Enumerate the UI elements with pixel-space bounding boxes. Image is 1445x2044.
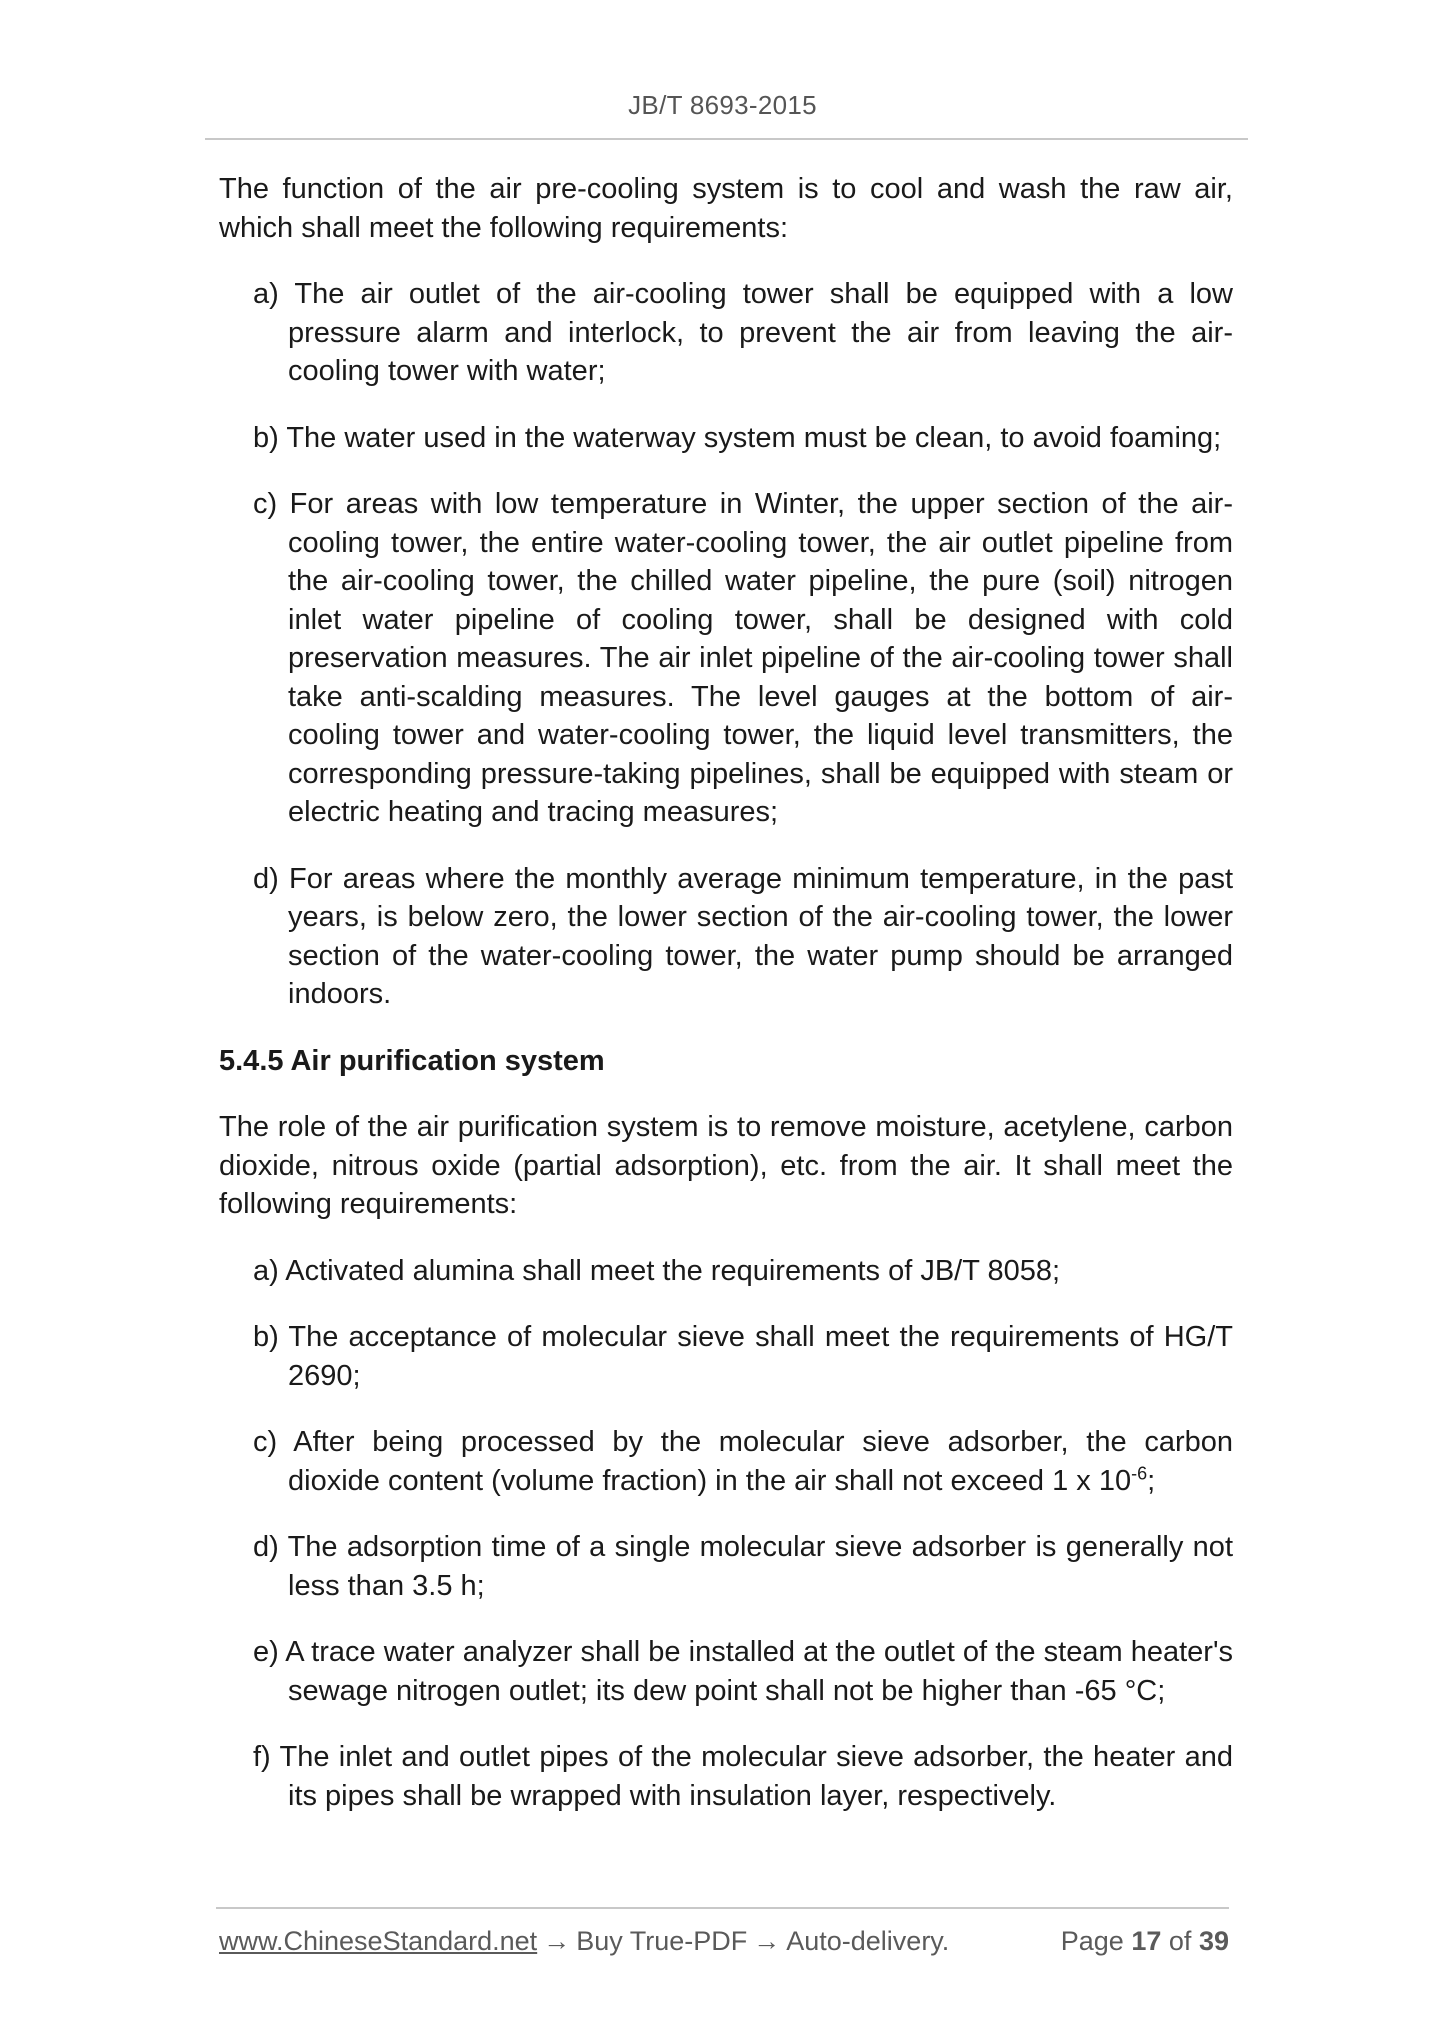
purification-item-c (253, 1423, 1233, 1500)
precooling-intro: The function of the air pre-cooling system is to cool and wash the raw air, which shall meet the following requirements: (219, 173, 1233, 244)
purification-item-c-text: c) After being processed by the molecular sieve adsorber, the carbon dioxide content (volume fraction) in the air shall not exceed 1 x 10 (253, 1426, 1233, 1497)
delivery-text: Auto-delivery. (786, 1926, 950, 1956)
purification-intro: The role of the air purification system is to remove moisture, acetylene, carbon dioxide, nitrous oxide (partial adsorption), etc. from the air. It shall meet the following requirements: (219, 1111, 1233, 1220)
precooling-item-c: c) For areas with low temperature in Winter, the upper section of the air-cooling tower, the entire water-cooling tower, the air outlet pipeline from the air-cooling tower, the chilled water pipeline, the pure (soil) nitrogen inlet water pipeline of cooling tower, shall be designed with cold preservation measures. The air inlet pipeline of the air-cooling tower shall take anti-scalding measures. The level gauges at the bottom of air-cooling tower and water-cooling tower, the liquid level transmitters, the corresponding pressure-taking pipelines, shall be equipped with steam or electric heating and tracing measures; (253, 488, 1233, 828)
right-arrow-icon: → (753, 1926, 781, 1956)
purification-item-c-end: ; (1147, 1464, 1156, 1497)
buy-text: Buy True-PDF (576, 1926, 748, 1956)
purification-item-a: a) Activated alumina shall meet the requirements of JB/T 8058; (253, 1254, 1061, 1287)
purification-item-e: e) A trace water analyzer shall be installed at the outlet of the steam heater's sewage nitrogen outlet; its dew point shall not be higher than -65 °C; (253, 1636, 1233, 1707)
page-label: Page (1060, 1926, 1124, 1956)
precooling-item-b: b) The water used in the waterway system must be clean, to avoid foaming; (253, 421, 1222, 454)
footer-promo (219, 1926, 949, 1957)
exponent-superscript: -6 (1131, 1462, 1148, 1483)
precooling-item-a: a) The air outlet of the air-cooling tower shall be equipped with a low pressure alarm and interlock, to prevent the air from leaving the air-cooling tower with water; (253, 278, 1233, 387)
site-link[interactable]: www.ChineseStandard.net (219, 1926, 538, 1956)
document-code-header: JB/T 8693-2015 (628, 90, 817, 120)
footer-divider (216, 1907, 1229, 1909)
page-counter (1061, 1926, 1229, 1957)
purification-item-f: f) The inlet and outlet pipes of the molecular sieve adsorber, the heater and its pipes shall be wrapped with insulation layer, respectively. (253, 1741, 1233, 1812)
current-page-number: 17 (1131, 1926, 1162, 1956)
page-of-label: of (1168, 1926, 1192, 1956)
section-heading-air-purification: 5.4.5 Air purification system (219, 1044, 605, 1077)
purification-item-b: b) The acceptance of molecular sieve shall meet the requirements of HG/T 2690; (253, 1321, 1233, 1392)
page-body (219, 170, 1233, 1843)
header-divider (205, 138, 1248, 140)
purification-item-d: d) The adsorption time of a single molecular sieve adsorber is generally not less than 3.5 h; (253, 1531, 1233, 1602)
right-arrow-icon: → (543, 1926, 571, 1956)
precooling-item-d: d) For areas where the monthly average minimum temperature, in the past years, is below zero, the lower section of the air-cooling tower, the lower section of the water-cooling tower, the water pump should be arranged indoors. (253, 862, 1233, 1010)
total-page-number: 39 (1198, 1926, 1229, 1956)
